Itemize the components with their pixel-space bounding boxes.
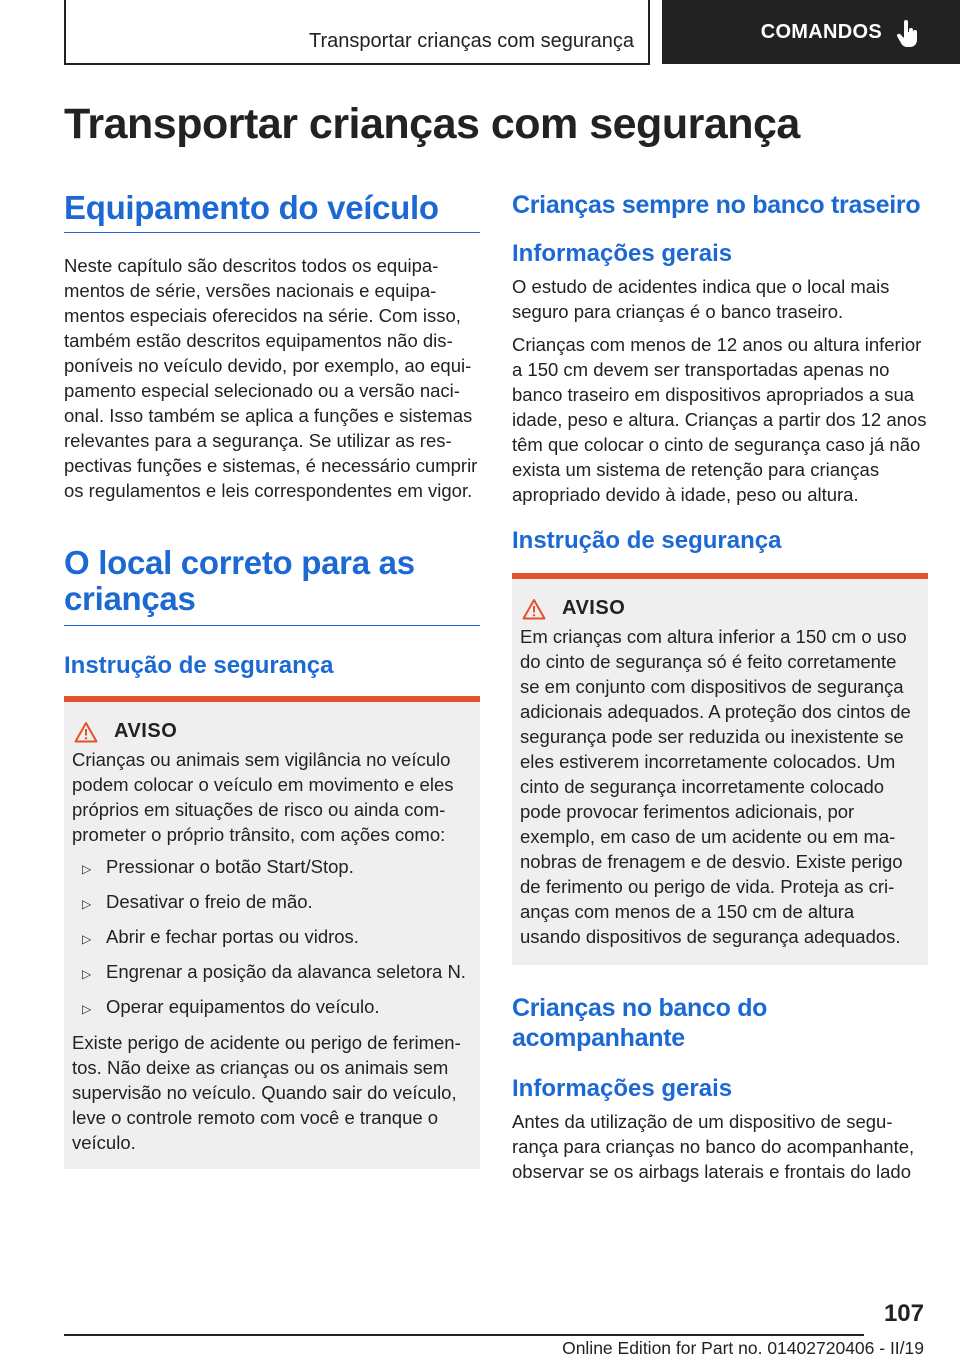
warning-triangle-icon bbox=[74, 721, 98, 743]
bullet-triangle-icon: ▷ bbox=[82, 862, 92, 876]
warning-box-left bbox=[64, 696, 480, 1169]
running-title: Transportar crianças com segurança bbox=[309, 30, 634, 52]
warning-text: Em crianças com altura inferior a 150 cm o uso do cinto de segurança só é feito corretamente se em conjunto com dispositivos de segurança adicionais adequados. A proteção dos cintos de segurança pode ser reduzida ou inexistente se eles estiverem incorretamente colocados. Um cinto de segurança incorretamente colocado pode provocar ferimentos adicionais, por exemplo, em caso de um acidente ou em manobras de frenagem e de desvio. Existe perigo de ferimento ou perigo de vida. Proteja as crianças com menos de a 150 cm de altura usando dispositivos de segurança adequados. bbox=[520, 626, 911, 947]
list-item: ▷ Desativar o freio de mão. bbox=[72, 890, 472, 916]
header-rule bbox=[64, 63, 650, 65]
bullet-triangle-icon: ▷ bbox=[82, 897, 92, 911]
warning-title: AVISO bbox=[562, 597, 626, 619]
header-mid-rule bbox=[648, 0, 650, 64]
left-column bbox=[64, 190, 480, 1169]
list-item: ▷ Operar equipamentos do veículo. bbox=[72, 995, 472, 1021]
warning-triangle-icon bbox=[522, 598, 546, 620]
bullet-triangle-icon: ▷ bbox=[82, 932, 92, 946]
warning-header bbox=[72, 720, 472, 743]
equipment-heading: Equipamento do veículo bbox=[64, 190, 480, 233]
footer-rule bbox=[64, 1334, 864, 1336]
bullet-triangle-icon: ▷ bbox=[82, 967, 92, 981]
front-general-info-text: Antes da utilização de um dispositivo de segurança para crianças no banco do acompanhante, observar se os airbags laterais e frontais do lado bbox=[512, 1111, 915, 1182]
warning-bullet-list bbox=[72, 855, 472, 1021]
warning-title: AVISO bbox=[114, 720, 178, 742]
front-general-info-heading: Informações gerais bbox=[512, 1075, 733, 1102]
warning-outro: Existe perigo de acidente ou perigo de ferimentos. Não deixe as crianças ou os animais sem supervisão no veículo. Quando sair do veículo, leve o controle remoto com você e tranque o veículo. bbox=[72, 1032, 461, 1153]
bullet-triangle-icon: ▷ bbox=[82, 1002, 92, 1016]
section-tab[interactable] bbox=[662, 0, 960, 64]
general-info-p1: O estudo de acidentes indica que o local mais seguro para crianças é o banco traseiro. bbox=[512, 276, 890, 322]
list-item: ▷ Engrenar a posição da alavanca seletora N. bbox=[72, 960, 472, 986]
safety-heading-right: Instrução de segurança bbox=[512, 527, 782, 554]
list-item: ▷ Pressionar o botão Start/Stop. bbox=[72, 855, 472, 881]
warning-header bbox=[520, 597, 920, 620]
page-title: Transportar crianças com segurança bbox=[64, 100, 800, 148]
rear-seat-heading: Crianças sempre no banco traseiro bbox=[512, 191, 921, 219]
warning-intro: Crianças ou animais sem vigilância no veículo podem colocar o veículo em movimento e eles próprios em situações de risco ou ainda comprometer o próprio trânsito, com ações como: bbox=[72, 749, 454, 845]
list-item: ▷ Abrir e fechar portas ou vidros. bbox=[72, 925, 472, 951]
safety-heading-left: Instrução de segurança bbox=[64, 652, 334, 679]
page-number: 107 bbox=[883, 1300, 924, 1327]
edition-text: Online Edition for Part no. 01402720406 - II/19 bbox=[562, 1338, 924, 1358]
general-info-heading: Informações gerais bbox=[512, 240, 733, 267]
warning-box-right bbox=[512, 573, 928, 965]
general-info-p2: Crianças com menos de 12 anos ou altura inferior a 150 cm devem ser transportadas apenas no banco traseiro em dispositivos apropriados a sua idade, peso e altura. Crianças a partir dos 12 anos têm que colocar o cinto de segurança caso já não exista um sistema de retenção para crianças apropriado devido à idade, peso ou altura. bbox=[512, 334, 927, 505]
right-column bbox=[512, 190, 928, 1184]
section-tab-label: COMANDOS bbox=[760, 20, 882, 43]
equipment-text: Neste capítulo são descritos todos os equipamentos de série, versões nacionais e equipamentos especiais oferecidos na série. Com isso, também estão descritos equipamentos não disponíveis no veículo devido, por exemplo, ao equipamento especial selecionado ou a versão nacional. Isso também se aplica a funções e sistemas relevantes para a segurança. Se utilizar as respectivas funções e sistemas, é necessário cumprir os regulamentos e leis correspondentes em vigor. bbox=[64, 255, 478, 501]
pointing-hand-icon bbox=[896, 20, 920, 48]
place-heading: O local correto para as crianças bbox=[64, 545, 480, 626]
front-seat-heading: Crianças no banco do acompanhante bbox=[512, 994, 768, 1052]
